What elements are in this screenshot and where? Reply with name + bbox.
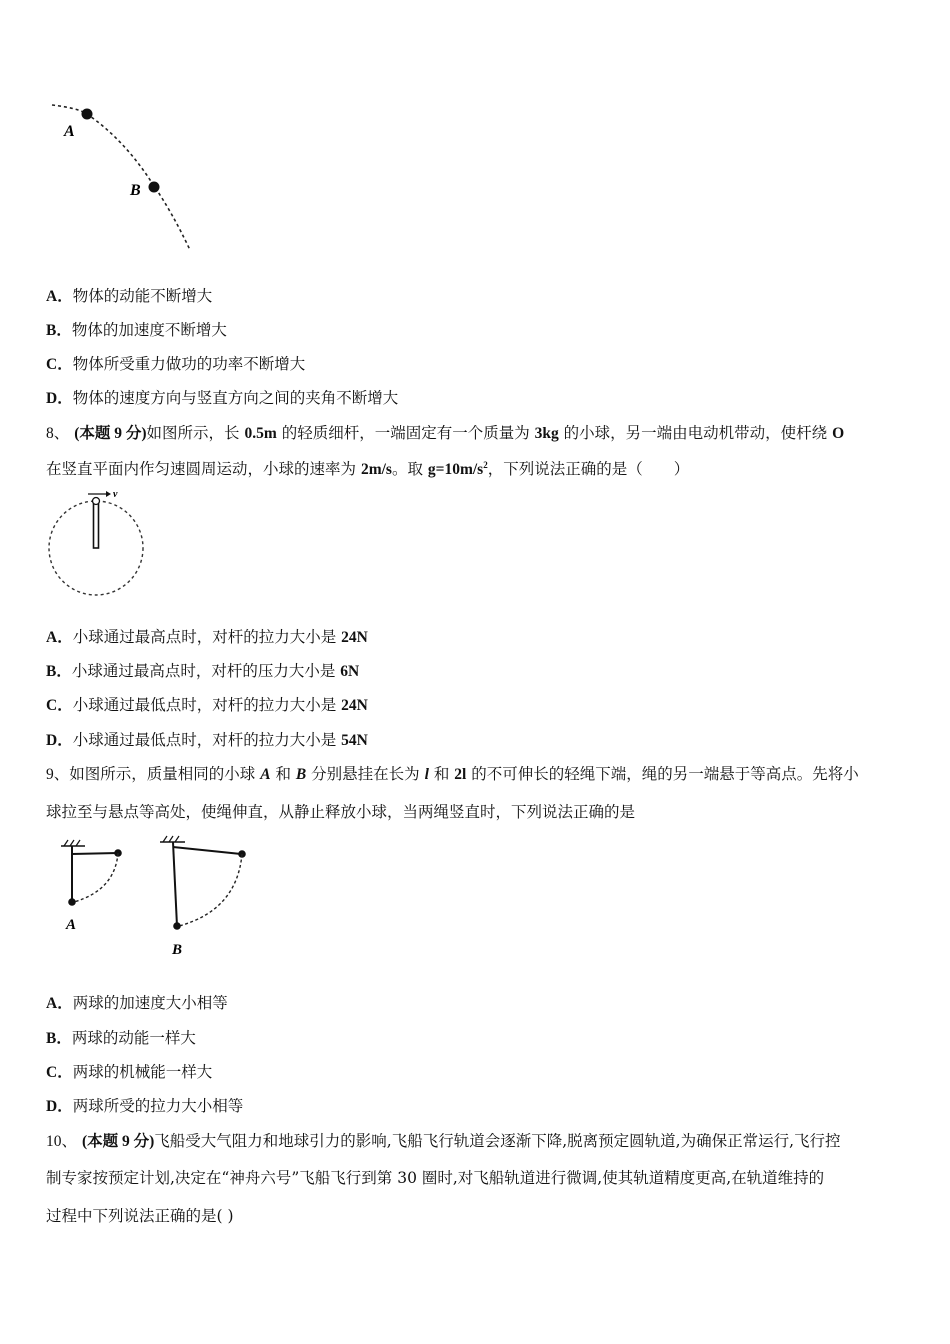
- rod: [94, 501, 99, 548]
- point-b: [149, 182, 160, 193]
- q9-stem-line2: 球拉至与悬点等高处，使绳伸直，从静止释放小球，当两绳竖直时，下列说法正确的是: [46, 803, 636, 821]
- label-a: A: [64, 123, 75, 140]
- q7-option-a: A．物体的动能不断增大: [46, 287, 213, 305]
- q8-option-d: D．小球通过最低点时，对杆的拉力大小是 54N: [46, 731, 368, 749]
- q7-option-d: D．物体的速度方向与竖直方向之间的夹角不断增大: [46, 389, 399, 407]
- q10-stem-line2: 制专家按预定计划,决定在“神舟六号”飞船飞行到第 30 圈时,对飞船轨道进行微调,使其轨道精度更高,在轨道维持的: [46, 1169, 825, 1187]
- velocity-arrowhead: [106, 491, 111, 497]
- q8-option-c: C．小球通过最低点时，对杆的拉力大小是 24N: [46, 696, 368, 714]
- q8-option-a: A．小球通过最高点时，对杆的拉力大小是 24N: [46, 628, 368, 646]
- q10-stem-line3: 过程中下列说法正确的是( ): [46, 1207, 234, 1225]
- q10-stem-line1: 10、 (本题 9 分)飞船受大气阻力和地球引力的影响,飞船飞行轨道会逐渐下降,脱离预定圆轨道,为确保正常运行,飞行控: [46, 1132, 841, 1150]
- q9-option-b: B．两球的动能一样大: [46, 1029, 196, 1047]
- point-a: [82, 109, 93, 120]
- label-b: B: [130, 182, 141, 199]
- q8-stem-line2: 在竖直平面内作匀速圆周运动，小球的速率为 2m/s。取 $g=10m/s^2$，下列说法正确的是（ ）: [46, 460, 690, 478]
- ball-top: [93, 498, 100, 505]
- q8-stem-line1: 8、 (本题 9 分)如图所示，长 0.5m 的轻质细杆，一端固定有一个质量为 3kg 的小球，另一端由电动机带动，使杆绕 O: [46, 424, 845, 442]
- pendulum-b: [160, 836, 246, 958]
- pendulum-figure: [55, 832, 255, 962]
- q9-option-d: D．两球所受的拉力大小相等: [46, 1097, 244, 1115]
- velocity-label: v: [113, 489, 118, 500]
- q9-option-c: C．两球的机械能一样大: [46, 1063, 213, 1081]
- q9-option-a: A．两球的加速度大小相等: [46, 994, 228, 1012]
- trajectory-figure: [50, 100, 200, 255]
- pendulum-a: [61, 840, 122, 933]
- fig-label-a: A: [66, 917, 77, 933]
- q9-stem-line1: 9、如图所示，质量相同的小球 A 和 B 分别悬挂在长为 l 和 2l 的不可伸长的轻绳下端，绳的另一端悬于等高点。先将小: [46, 765, 859, 783]
- fig-label-b: B: [172, 942, 183, 958]
- circular-motion-figure: [44, 488, 148, 602]
- q7-option-c: C．物体所受重力做功的功率不断增大: [46, 355, 306, 373]
- q7-option-b: B．物体的加速度不断增大: [46, 321, 227, 339]
- q8-option-b: B．小球通过最高点时，对杆的压力大小是 6N: [46, 662, 360, 680]
